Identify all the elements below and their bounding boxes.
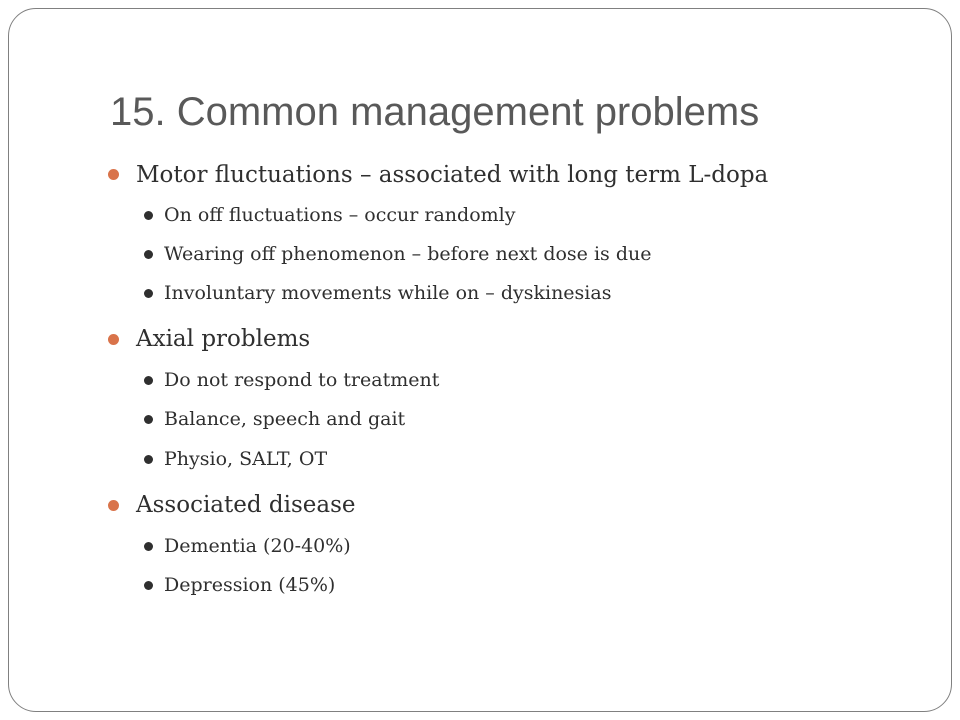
list-item: Do not respond to treatment: [164, 369, 440, 391]
list-item: Depression (45%): [164, 574, 336, 596]
sub-bullet-icon: [144, 542, 153, 551]
sub-bullet-icon: [144, 250, 153, 259]
bullet-icon: [108, 500, 119, 511]
list-item: Dementia (20-40%): [164, 535, 351, 557]
bullet-icon: [108, 334, 119, 345]
list-item: On off fluctuations – occur randomly: [164, 204, 516, 226]
sub-bullet-icon: [144, 376, 153, 385]
list-item: Balance, speech and gait: [164, 408, 406, 430]
sub-bullet-icon: [144, 211, 153, 220]
list-item: Involuntary movements while on – dyskinesias: [164, 282, 612, 304]
section-heading-axial-problems: Axial problems: [136, 326, 311, 352]
sub-bullet-icon: [144, 289, 153, 298]
section-heading-motor-fluctuations: Motor fluctuations – associated with long term L-dopa: [136, 162, 769, 188]
slide-title: 15. Common management problems: [110, 90, 760, 134]
sub-bullet-icon: [144, 415, 153, 424]
sub-bullet-icon: [144, 581, 153, 590]
list-item: Physio, SALT, OT: [164, 448, 328, 470]
bullet-icon: [108, 169, 119, 180]
sub-bullet-icon: [144, 455, 153, 464]
list-item: Wearing off phenomenon – before next dose is due: [164, 243, 652, 265]
section-heading-associated-disease: Associated disease: [136, 492, 356, 518]
